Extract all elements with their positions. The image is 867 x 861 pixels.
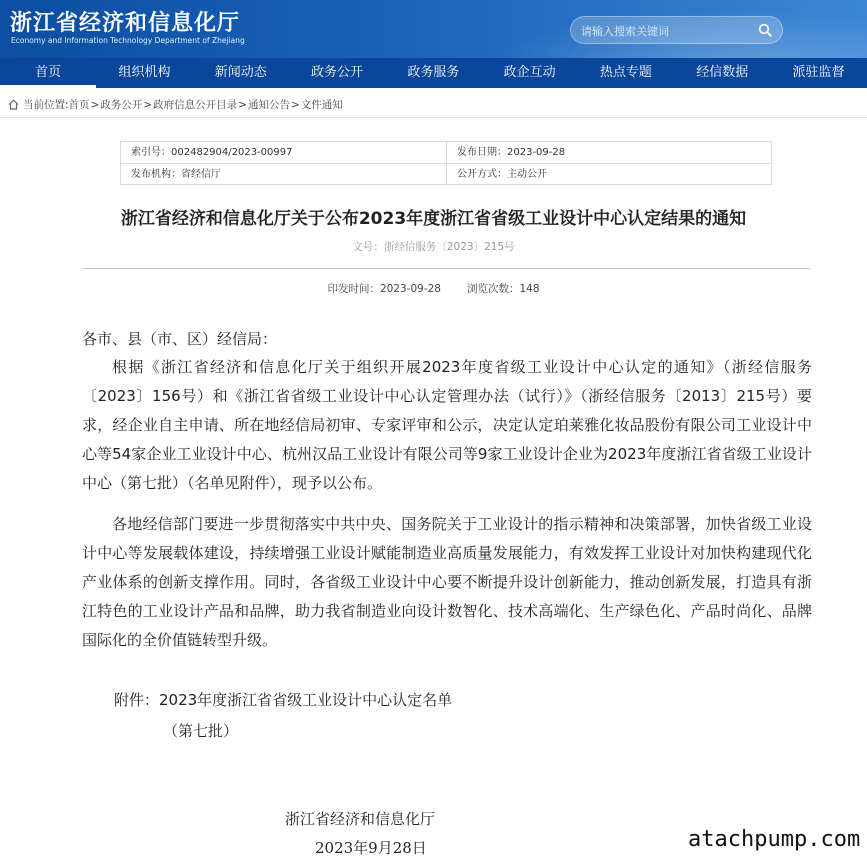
view-count: 浏览次数：148 bbox=[466, 283, 540, 295]
breadcrumb-separator: > bbox=[90, 98, 100, 111]
article-salutation: 各市、县（市、区）经信局： bbox=[82, 330, 278, 348]
nav-item-gov-affairs-open[interactable]: 政务公开 bbox=[311, 65, 364, 80]
title-divider bbox=[83, 268, 810, 269]
search-box bbox=[570, 16, 783, 44]
signature-organization: 浙江省经济和信息化厅 bbox=[285, 810, 436, 828]
nav-item-topics[interactable]: 热点专题 bbox=[599, 65, 652, 80]
nav-item-gov-services[interactable]: 政务服务 bbox=[407, 65, 460, 80]
nav-item-news[interactable]: 新闻动态 bbox=[214, 65, 267, 80]
site-logo-subtitle: Economy and Information Technology Department of Zhejiang bbox=[11, 36, 245, 45]
search-input[interactable] bbox=[581, 21, 751, 41]
nav-item-home[interactable]: 首页 bbox=[0, 58, 96, 88]
document-number: 文号：浙经信服务〔2023〕215号 bbox=[352, 241, 515, 253]
breadcrumb bbox=[8, 97, 343, 112]
main-nav bbox=[0, 58, 867, 88]
meta-publisher: 发布机构：省经信厅 bbox=[131, 169, 221, 180]
breadcrumb-divider bbox=[0, 117, 867, 118]
signature-date: 2023年9月28日 bbox=[315, 839, 427, 857]
nav-item-organization[interactable]: 组织机构 bbox=[118, 65, 171, 80]
search-icon[interactable] bbox=[758, 23, 772, 37]
site-header bbox=[0, 0, 867, 58]
publish-info bbox=[0, 281, 867, 296]
meta-disclosure: 公开方式：主动公开 bbox=[446, 164, 771, 185]
breadcrumb-separator: > bbox=[143, 98, 153, 111]
article-paragraph-2: 各地经信部门要进一步贯彻落实中共中央、国务院关于工业设计的指示精神和决策部署，加快省级工业设计中心等发展载体建设，持续增强工业设计赋能制造业高质量发展能力，有效发挥工业设计对加快构建现代化产业体系的创新支撑作用。同时，各省级工业设计中心要不断提升设计创新能力，推动创新发展，打造具有浙江特色的工业设计产品和品牌，助力我省制造业向设计数智化、技术高端化、生产绿色化、产品时尚化、品牌国际化的全价值链转型升级。 bbox=[82, 515, 812, 649]
breadcrumb-home[interactable]: 首页 bbox=[68, 99, 90, 111]
meta-publish-date: 发布日期：2023-09-28 bbox=[446, 142, 771, 163]
nav-item-data[interactable]: 经信数据 bbox=[696, 65, 749, 80]
breadcrumb-prefix: 当前位置: bbox=[23, 99, 69, 111]
breadcrumb-separator: > bbox=[290, 98, 300, 111]
home-icon bbox=[8, 99, 19, 110]
site-logo-title[interactable]: 浙江省经济和信息化厅 bbox=[10, 11, 241, 36]
meta-index-no: 索引号：002482904/2023-00997 bbox=[131, 147, 293, 158]
breadcrumb-file-notices[interactable]: 文件通知 bbox=[300, 99, 343, 111]
watermark-text: atachpump.com bbox=[688, 827, 861, 852]
article-paragraph-1: 根据《浙江省经济和信息化厅关于组织开展2023年度省级工业设计中心认定的通知》（浙经信服务〔2023〕156号）和《浙江省省级工业设计中心认定管理办法（试行）》（浙经信服务〔2013〕215号）要求，经企业自主申请、所在地经信局初审、专家评审和公示，决定认定珀莱雅化妆品股份有限公司工业设计中心等54家企业工业设计中心、杭州汉品工业设计有限公司等9家工业设计企业为2023年度浙江省省级工业设计中心（第七批）（名单见附件），现予以公布。 bbox=[82, 358, 812, 492]
document-meta-table bbox=[120, 141, 772, 185]
nav-item-supervision[interactable]: 派驻监督 bbox=[792, 65, 845, 80]
attachment-link[interactable]: 附件：2023年度浙江省省级工业设计中心认定名单 bbox=[114, 691, 453, 709]
meta-row bbox=[121, 163, 771, 184]
nav-item-interaction[interactable]: 政企互动 bbox=[503, 65, 556, 80]
breadcrumb-separator: > bbox=[238, 98, 247, 111]
meta-row bbox=[121, 142, 771, 163]
breadcrumb-gov-open[interactable]: 政务公开 bbox=[100, 99, 143, 111]
attachment-link-continued[interactable]: （第七批） bbox=[163, 722, 239, 740]
print-date: 印发时间：2023-09-28 bbox=[327, 283, 441, 295]
breadcrumb-notices[interactable]: 通知公告 bbox=[247, 99, 290, 111]
article-title: 浙江省经济和信息化厅关于公布2023年度浙江省省级工业设计中心认定结果的通知 bbox=[120, 209, 747, 229]
breadcrumb-info-directory[interactable]: 政府信息公开目录 bbox=[153, 99, 238, 111]
